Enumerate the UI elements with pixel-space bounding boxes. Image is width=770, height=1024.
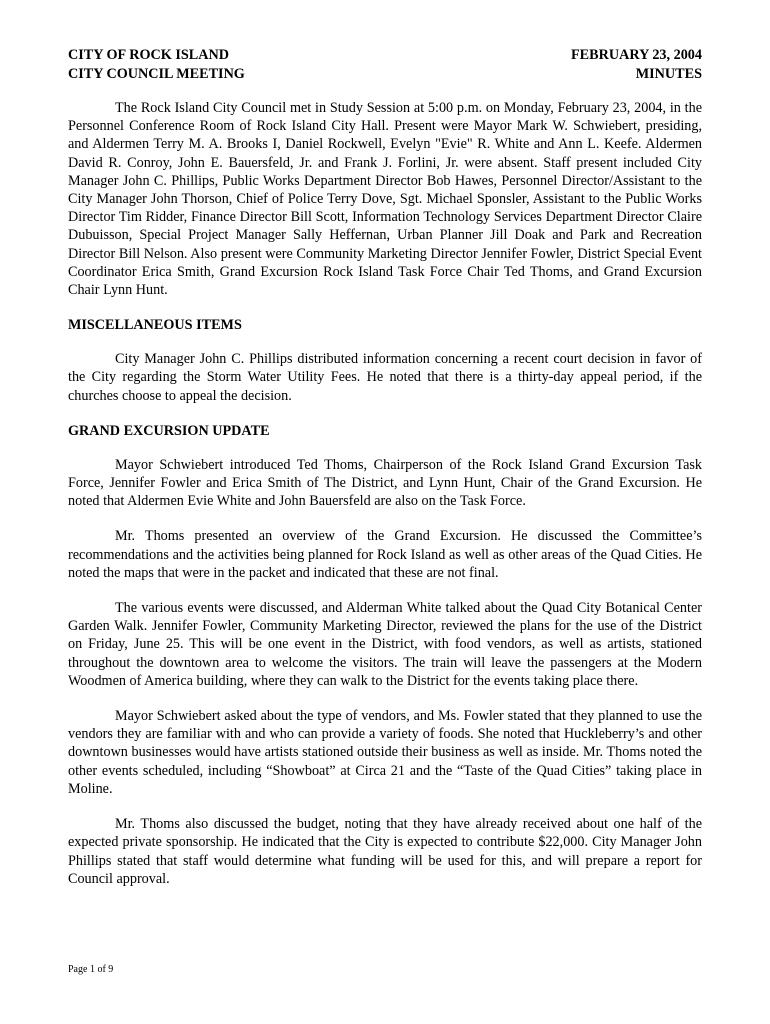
page-number: Page 1 of 9: [68, 964, 114, 975]
document-page: [68, 46, 702, 888]
section-heading-misc: MISCELLANEOUS ITEMS: [68, 317, 242, 334]
meeting-date: FEBRUARY 23, 2004: [571, 47, 702, 63]
grand-excursion-paragraph-1: Mayor Schwiebert introduced Ted Thoms, Chairperson of the Rock Island Grand Excursion Task Force, Jennifer Fowler and Erica Smith of The District, and Lynn Hunt, Chair of the Grand Excursion. He noted that Aldermen Evie White and John Bauersfeld are also on the Task Force.: [68, 456, 702, 510]
meeting-type: CITY COUNCIL MEETING: [68, 66, 245, 82]
grand-excursion-paragraph-2: Mr. Thoms presented an overview of the Grand Excursion. He discussed the Committee’s recommendations and the activities being planned for Rock Island as well as other areas of the Quad Cities. He noted the maps that were in the packet and indicated that these are not final.: [68, 528, 702, 581]
header-row-1: [68, 46, 702, 65]
grand-excursion-paragraph-5: Mr. Thoms also discussed the budget, noting that they have already received about one half of the expected private sponsorship. He indicated that the City is expected to contribute $22,000. City Manager John Phillips stated that staff would determine what funding will be used for this, and will prepare a report for Council approval.: [68, 816, 702, 887]
misc-paragraph-1: City Manager John C. Phillips distributed information concerning a recent court decision in favor of the City regarding the Storm Water Utility Fees. He noted that there is a thirty-day appeal period, if the churches choose to appeal the decision.: [68, 351, 702, 404]
section-heading-grand-excursion: GRAND EXCURSION UPDATE: [68, 422, 270, 439]
city-name: CITY OF ROCK ISLAND: [68, 47, 229, 63]
grand-excursion-paragraph-4: Mayor Schwiebert asked about the type of vendors, and Ms. Fowler stated that they planned to use the vendors they are familiar with and who can provide a variety of foods. She noted that Huckleberry’s and other downtown businesses would have artists stationed outside their business as well as inside. Mr. Thoms noted the other events scheduled, including “Showboat” at Circa 21 and the “Taste of the Quad Cities” taking place in Moline.: [68, 708, 702, 797]
header-row-2: [68, 65, 702, 84]
document-type: MINUTES: [635, 66, 702, 82]
intro-paragraph: The Rock Island City Council met in Study Session at 5:00 p.m. on Monday, February 23, 2004, in the Personnel Conference Room of Rock Island City Hall. Present were Mayor Mark W. Schwiebert, presiding, and Aldermen Terry M. A. Brooks I, Daniel Rockwell, Evelyn "Evie" R. White and Ann L. Keefe. Aldermen David R. Conroy, John E. Bauersfeld, Jr. and Frank J. Forlini, Jr. were absent. Staff present included City Manager John C. Phillips, Public Works Department Director Bob Hawes, Personnel Director/Assistant to the City Manager John Thorson, Chief of Police Terry Dove, Sgt. Michael Sponsler, Assistant to the Public Works Director Tim Ridder, Finance Director Bill Scott, Information Technology Services Department Director Claire Dubuisson, Special Project Manager Sally Heffernan, Urban Planner Jill Doak and Park and Recreation Director Bill Nelson. Also present were Community Marketing Director Jennifer Fowler, District Special Event Coordinator Erica Smith, Grand Excursion Rock Island Task Force Chair Ted Thoms, and Grand Excursion Chair Lynn Hunt.: [68, 100, 702, 299]
grand-excursion-paragraph-3: The various events were discussed, and Alderman White talked about the Quad City Botanical Center Garden Walk. Jennifer Fowler, Community Marketing Director, reviewed the plans for the use of the District on Friday, June 25. This will be one event in the District, with food vendors, as well as artists, stationed throughout the downtown area to welcome the visitors. The train will leave the passengers at the Modern Woodmen of America building, where they can walk to the District for the events taking place there.: [68, 600, 702, 689]
